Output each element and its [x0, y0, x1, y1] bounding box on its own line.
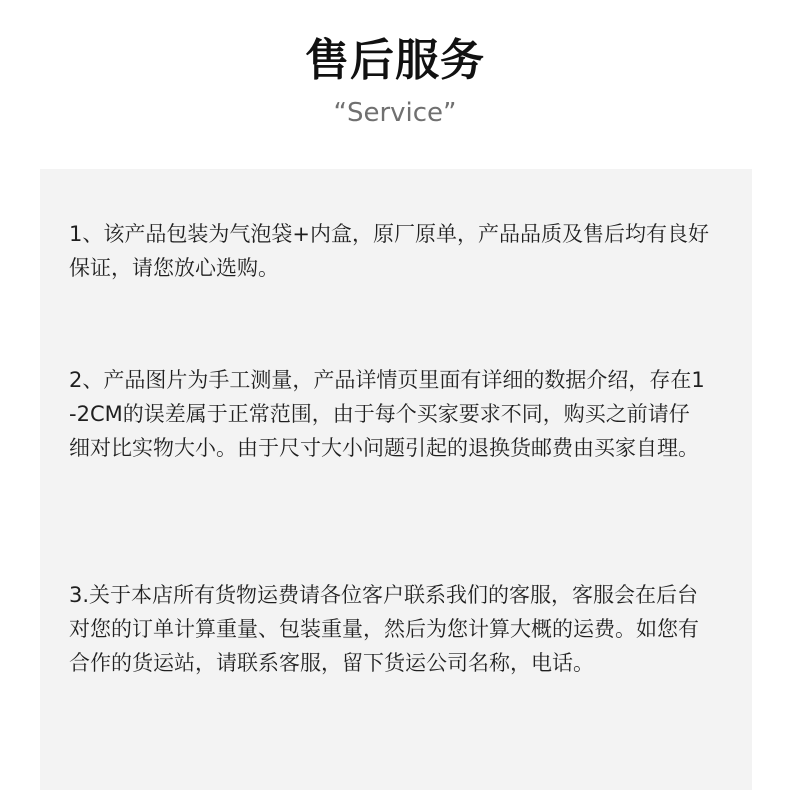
service-info-panel: [40, 169, 752, 790]
service-paragraph-packaging: 1、该产品包装为气泡袋+内盒，原厂原单，产品品质及售后均有良好保证，请您放心选购。: [69, 222, 709, 280]
page-subtitle: “Service”: [333, 98, 457, 128]
service-paragraph-shipping: 3.关于本店所有货物运费请各位客户联系我们的客服，客服会在后台对您的订单计算重量、包装重量，然后为您计算大概的运费。如您有合作的货运站，请联系客服，留下货运公司名称，电话。: [69, 583, 699, 675]
service-paragraph-measurement: 2、产品图片为手工测量，产品详情页里面有详细的数据介绍，存在1-2CM的误差属于正常范围，由于每个买家要求不同，购买之前请仔细对比实物大小。由于尺寸大小问题引起的退换货邮费由买家自理。: [69, 368, 705, 460]
page-title: 售后服务: [305, 35, 485, 86]
